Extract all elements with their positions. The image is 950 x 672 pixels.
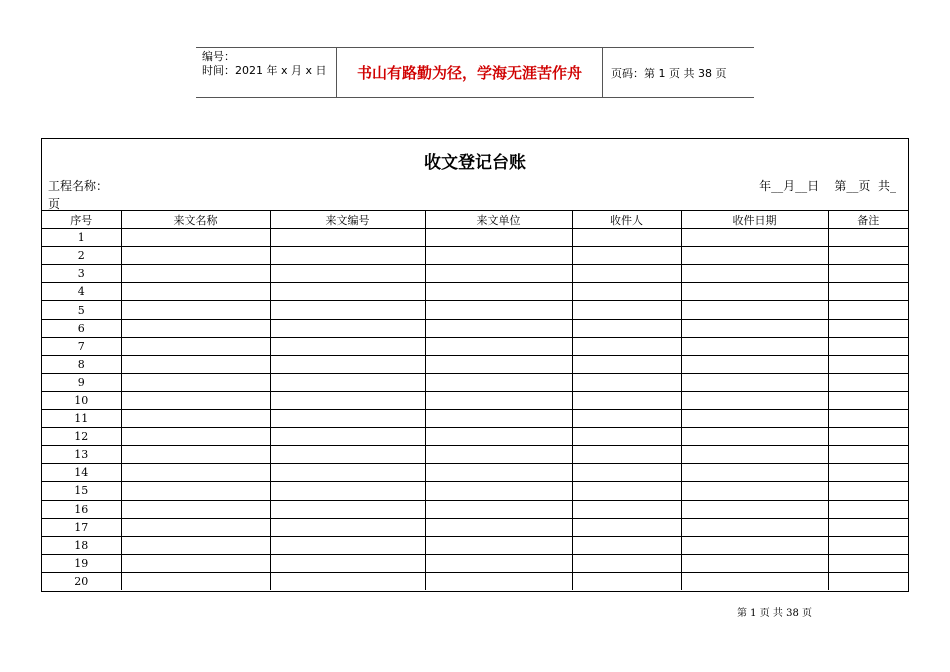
table-cell[interactable] xyxy=(572,518,681,536)
table-cell[interactable] xyxy=(828,482,908,500)
table-cell[interactable] xyxy=(425,301,572,319)
table-cell[interactable] xyxy=(270,536,425,554)
table-cell[interactable] xyxy=(270,391,425,409)
table-cell[interactable] xyxy=(572,355,681,373)
table-cell[interactable] xyxy=(681,391,828,409)
table-cell[interactable] xyxy=(572,319,681,337)
table-row xyxy=(42,319,908,337)
table-cell[interactable] xyxy=(121,247,270,265)
row-number: 2 xyxy=(42,247,121,265)
table-row xyxy=(42,536,908,554)
row-number: 11 xyxy=(42,410,121,428)
table-cell[interactable] xyxy=(425,428,572,446)
table-cell[interactable] xyxy=(681,337,828,355)
table-cell[interactable] xyxy=(425,229,572,247)
table-cell[interactable] xyxy=(572,265,681,283)
table-cell[interactable] xyxy=(270,355,425,373)
table-cell[interactable] xyxy=(121,518,270,536)
table-row xyxy=(42,265,908,283)
table-cell[interactable] xyxy=(681,301,828,319)
table-cell[interactable] xyxy=(270,446,425,464)
table-row xyxy=(42,572,908,590)
column-header: 来文编号 xyxy=(270,211,425,229)
table-row xyxy=(42,500,908,518)
header-info-cell xyxy=(196,48,337,97)
row-number: 8 xyxy=(42,355,121,373)
table-cell[interactable] xyxy=(270,247,425,265)
table-row xyxy=(42,283,908,301)
row-number: 19 xyxy=(42,554,121,572)
table-cell[interactable] xyxy=(270,518,425,536)
table-cell[interactable] xyxy=(121,265,270,283)
table-header-row xyxy=(42,211,908,229)
row-number: 20 xyxy=(42,572,121,590)
table-cell[interactable] xyxy=(828,247,908,265)
table-cell[interactable] xyxy=(572,247,681,265)
row-number: 9 xyxy=(42,373,121,391)
table-cell[interactable] xyxy=(121,446,270,464)
row-number: 18 xyxy=(42,536,121,554)
table-cell[interactable] xyxy=(828,572,908,590)
table-cell[interactable] xyxy=(681,373,828,391)
page-code: 页码：第 1 页 共 38 页 xyxy=(611,66,727,80)
register-form xyxy=(41,138,909,592)
table-cell[interactable] xyxy=(425,355,572,373)
page-footer: 第 1 页 共 38 页 xyxy=(737,608,812,619)
number-label: 编号： xyxy=(202,50,235,63)
table-row xyxy=(42,554,908,572)
table-cell[interactable] xyxy=(681,554,828,572)
table-cell[interactable] xyxy=(425,518,572,536)
table-cell[interactable] xyxy=(828,355,908,373)
column-header: 备注 xyxy=(828,211,908,229)
table-cell[interactable] xyxy=(425,536,572,554)
form-title: 收文登记台账 xyxy=(424,153,526,173)
table-cell[interactable] xyxy=(572,428,681,446)
table-cell[interactable] xyxy=(828,301,908,319)
table-cell[interactable] xyxy=(681,428,828,446)
table-row xyxy=(42,518,908,536)
table-cell[interactable] xyxy=(270,572,425,590)
table-cell[interactable] xyxy=(828,446,908,464)
row-number: 14 xyxy=(42,464,121,482)
table-cell[interactable] xyxy=(572,572,681,590)
column-header: 序号 xyxy=(42,211,121,229)
table-cell[interactable] xyxy=(681,410,828,428)
table-cell[interactable] xyxy=(681,283,828,301)
table-cell[interactable] xyxy=(681,355,828,373)
table-cell[interactable] xyxy=(270,373,425,391)
time-label: 时间：2021 年 x 月 x 日 xyxy=(202,64,327,77)
column-header: 来文名称 xyxy=(121,211,270,229)
register-table xyxy=(42,210,908,590)
table-cell[interactable] xyxy=(681,446,828,464)
table-cell[interactable] xyxy=(572,391,681,409)
table-row xyxy=(42,247,908,265)
table-cell[interactable] xyxy=(270,283,425,301)
table-cell[interactable] xyxy=(572,464,681,482)
table-cell[interactable] xyxy=(828,464,908,482)
table-cell[interactable] xyxy=(681,464,828,482)
table-cell[interactable] xyxy=(572,283,681,301)
table-cell[interactable] xyxy=(121,229,270,247)
document-header xyxy=(196,47,754,98)
table-cell[interactable] xyxy=(572,301,681,319)
table-cell[interactable] xyxy=(681,518,828,536)
table-cell[interactable] xyxy=(425,464,572,482)
table-cell[interactable] xyxy=(425,337,572,355)
table-row xyxy=(42,410,908,428)
table-cell[interactable] xyxy=(270,410,425,428)
table-cell[interactable] xyxy=(270,319,425,337)
table-row xyxy=(42,482,908,500)
table-row xyxy=(42,229,908,247)
table-cell[interactable] xyxy=(828,518,908,536)
row-number: 15 xyxy=(42,482,121,500)
table-cell[interactable] xyxy=(425,500,572,518)
table-cell[interactable] xyxy=(121,391,270,409)
table-cell[interactable] xyxy=(828,391,908,409)
table-cell[interactable] xyxy=(425,283,572,301)
table-cell[interactable] xyxy=(828,410,908,428)
table-cell[interactable] xyxy=(121,410,270,428)
column-header: 来文单位 xyxy=(425,211,572,229)
table-cell[interactable] xyxy=(270,482,425,500)
table-cell[interactable] xyxy=(828,428,908,446)
row-number: 13 xyxy=(42,446,121,464)
table-cell[interactable] xyxy=(828,229,908,247)
table-cell[interactable] xyxy=(121,283,270,301)
table-cell[interactable] xyxy=(270,428,425,446)
table-cell[interactable] xyxy=(121,536,270,554)
table-row xyxy=(42,446,908,464)
table-cell[interactable] xyxy=(828,283,908,301)
table-cell[interactable] xyxy=(270,500,425,518)
table-cell[interactable] xyxy=(681,265,828,283)
table-cell[interactable] xyxy=(572,229,681,247)
table-cell[interactable] xyxy=(681,500,828,518)
table-cell[interactable] xyxy=(270,265,425,283)
row-number: 5 xyxy=(42,301,121,319)
row-number: 6 xyxy=(42,319,121,337)
table-row xyxy=(42,373,908,391)
table-cell[interactable] xyxy=(681,572,828,590)
table-cell[interactable] xyxy=(121,301,270,319)
table-cell[interactable] xyxy=(681,247,828,265)
row-number: 3 xyxy=(42,265,121,283)
column-header: 收件人 xyxy=(572,211,681,229)
table-row xyxy=(42,464,908,482)
table-cell[interactable] xyxy=(425,482,572,500)
table-row xyxy=(42,391,908,409)
table-cell[interactable] xyxy=(425,247,572,265)
table-row xyxy=(42,337,908,355)
table-cell[interactable] xyxy=(121,500,270,518)
table-cell[interactable] xyxy=(270,229,425,247)
table-cell[interactable] xyxy=(828,536,908,554)
table-cell[interactable] xyxy=(681,229,828,247)
table-cell[interactable] xyxy=(121,428,270,446)
table-cell[interactable] xyxy=(572,500,681,518)
row-number: 10 xyxy=(42,391,121,409)
table-cell[interactable] xyxy=(270,337,425,355)
row-number: 7 xyxy=(42,337,121,355)
row-number: 17 xyxy=(42,518,121,536)
page-suffix: 页 xyxy=(48,197,61,211)
table-cell[interactable] xyxy=(572,554,681,572)
table-cell[interactable] xyxy=(828,319,908,337)
table-cell[interactable] xyxy=(121,319,270,337)
table-cell[interactable] xyxy=(828,373,908,391)
table-cell[interactable] xyxy=(681,482,828,500)
table-cell[interactable] xyxy=(425,572,572,590)
table-cell[interactable] xyxy=(270,301,425,319)
table-cell[interactable] xyxy=(828,337,908,355)
date-page-line: 年__月__日 第__页 共_ xyxy=(759,179,896,193)
table-cell[interactable] xyxy=(121,337,270,355)
table-cell[interactable] xyxy=(572,536,681,554)
motto-text: 书山有路勤为径，学海无涯苦作舟 xyxy=(337,48,603,97)
table-cell[interactable] xyxy=(425,319,572,337)
table-row xyxy=(42,428,908,446)
table-cell[interactable] xyxy=(828,554,908,572)
table-cell[interactable] xyxy=(572,482,681,500)
table-cell[interactable] xyxy=(425,410,572,428)
table-cell[interactable] xyxy=(121,464,270,482)
project-name-label: 工程名称： xyxy=(48,179,109,193)
table-cell[interactable] xyxy=(572,410,681,428)
table-cell[interactable] xyxy=(828,265,908,283)
table-cell[interactable] xyxy=(828,500,908,518)
table-cell[interactable] xyxy=(425,391,572,409)
table-cell[interactable] xyxy=(425,373,572,391)
table-cell[interactable] xyxy=(425,265,572,283)
table-cell[interactable] xyxy=(681,536,828,554)
row-number: 1 xyxy=(42,229,121,247)
table-cell[interactable] xyxy=(121,554,270,572)
table-cell[interactable] xyxy=(121,355,270,373)
table-cell[interactable] xyxy=(121,572,270,590)
column-header: 收件日期 xyxy=(681,211,828,229)
row-number: 16 xyxy=(42,500,121,518)
row-number: 4 xyxy=(42,283,121,301)
table-cell[interactable] xyxy=(121,373,270,391)
table-cell[interactable] xyxy=(572,337,681,355)
table-cell[interactable] xyxy=(270,554,425,572)
table-cell[interactable] xyxy=(270,464,425,482)
table-cell[interactable] xyxy=(425,446,572,464)
row-number: 12 xyxy=(42,428,121,446)
table-cell[interactable] xyxy=(572,446,681,464)
table-cell[interactable] xyxy=(121,482,270,500)
table-row xyxy=(42,355,908,373)
table-cell[interactable] xyxy=(425,554,572,572)
table-row xyxy=(42,301,908,319)
table-cell[interactable] xyxy=(681,319,828,337)
table-cell[interactable] xyxy=(572,373,681,391)
